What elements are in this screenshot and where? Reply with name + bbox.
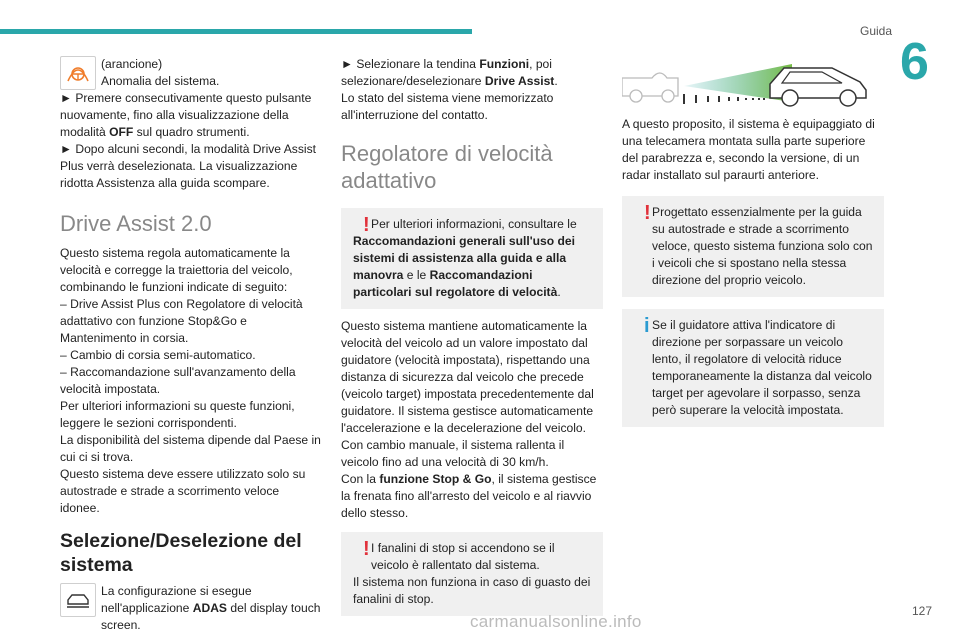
warning-mark-icon: ! xyxy=(363,214,370,236)
warning-mark-icon: ! xyxy=(644,202,651,224)
adas-config-para xyxy=(60,583,322,634)
adas-config-text: La configurazione si esegue nell'applicazione ADAS del display touch screen. xyxy=(101,584,321,632)
warning-mark-icon: ! xyxy=(363,538,370,560)
header-accent-bar xyxy=(0,29,472,34)
memory-note: Lo stato del sistema viene memorizzato all'interruzione del contatto. xyxy=(341,91,554,122)
note-1-text: Per ulteriori informazioni, consultare le Raccomandazioni generali sull'uso dei sistemi di assistenza alla guida e alla manovra e le Raccomandazioni particolari sul regolatore di velocità. xyxy=(353,217,577,299)
note-warning-2 xyxy=(341,532,603,616)
note-info xyxy=(622,309,884,427)
step-2: ► Dopo alcuni secondi, la modalità Drive Assist Plus verrà deselezionata. La visualizzazione ridotta Assistenza alla guida scompare. xyxy=(60,142,316,190)
warning-icon-para xyxy=(60,56,322,90)
note-2-text: I fanalini di stop si accendono se il veicolo è rallentato dal sistema. Il sistema non funziona in caso di guasto dei fanalini di stop. xyxy=(353,541,591,606)
note-info-text: Se il guidatore attiva l'indicatore di direzione per sorpassare un veicolo lento, il regolatore di velocità riduce temporaneamente la distanza dal veicolo target per agevolare il sorpasso, senza però superare la velocità impostata. xyxy=(652,318,872,417)
note-3-text: Progettato essenzialmente per la guida su autostrade e strade a scorrimento veloce, questo sistema funziona solo con i veicoli che si spostano nella stessa direzione del proprio veicolo. xyxy=(652,205,873,287)
adaptive-cruise-illustration xyxy=(622,56,884,108)
heading-selection: Selezione/Deselezione del sistema xyxy=(60,530,302,576)
info-mark-icon: i xyxy=(644,315,650,337)
cruise-body-1: Questo sistema mantiene automaticamente la velocità del veicolo ad un valore impostato dal guidatore (velocità impostata), rispettando una distanza di sicurezza dal veicolo che precede (veicolo target) impostata precedentemente dal guidatore. Il sistema gestisce automaticamente l'accelerazione e la decelerazione del veicolo. xyxy=(341,319,594,435)
heading-drive-assist: Drive Assist 2.0 xyxy=(60,211,212,236)
column-1 xyxy=(60,56,322,634)
system-equipment-text: A questo proposito, il sistema è equipaggiato di una telecamera montata sulla parte superiore del parabrezza e, secondo la versione, di un radar installato sul paraurti anteriore. xyxy=(622,117,875,182)
cruise-body-3: Con la funzione Stop & Go, il sistema gestisce la frenata fino all'arresto del veicolo e al riavvio dello stesso. xyxy=(341,472,597,520)
icon-text: Anomalia del sistema. xyxy=(101,74,220,88)
section-title: Guida xyxy=(860,24,893,38)
watermark: carmanualsonline.info xyxy=(470,612,642,631)
cruise-body-2: Con cambio manuale, il sistema rallenta il veicolo fino ad una velocità di 30 km/h. xyxy=(341,438,565,469)
page-number: 127 xyxy=(912,604,933,618)
da-intro: Questo sistema regola automaticamente la velocità e corregge la traiettoria del veicolo, combinando le funzioni indicate di seguito: xyxy=(60,246,293,294)
column-2 xyxy=(341,56,603,616)
column-3 xyxy=(622,56,884,427)
chapter-number: 6 xyxy=(900,33,929,91)
steering-wheel-warning-icon xyxy=(60,56,96,90)
select-functions-step: ► Selezionare la tendina Funzioni, poi selezionare/deselezionare Drive Assist. xyxy=(341,57,558,88)
heading-adaptive-cruise: Regolatore di velocità adattativo xyxy=(341,141,553,193)
da-paragraph-3: La disponibilità del sistema dipende dal Paese in cui ci si trova. xyxy=(60,433,321,464)
step-1: ► Premere consecutivamente questo pulsante nuovamente, fino alla visualizzazione della modalità OFF sul quadro strumenti. xyxy=(60,91,312,139)
note-warning-1 xyxy=(341,208,603,309)
icon-status: (arancione) xyxy=(101,57,163,71)
da-paragraph-2: Per ulteriori informazioni su queste funzioni, leggere le sezioni corrispondenti. xyxy=(60,399,295,430)
da-paragraph-4: Questo sistema deve essere utilizzato solo su autostrade e strade a scorrimento veloce idonee. xyxy=(60,467,306,515)
da-list-item-2: – Cambio di corsia semi-automatico. xyxy=(60,348,256,362)
note-warning-3 xyxy=(622,196,884,297)
da-list-item-3: – Raccomandazione sull'avanzamento della velocità impostata. xyxy=(60,365,296,396)
car-adas-icon xyxy=(60,583,96,617)
da-list-item-1: – Drive Assist Plus con Regolatore di velocità adattativo con funzione Stop&Go e Mantenimento in corsia. xyxy=(60,297,303,345)
